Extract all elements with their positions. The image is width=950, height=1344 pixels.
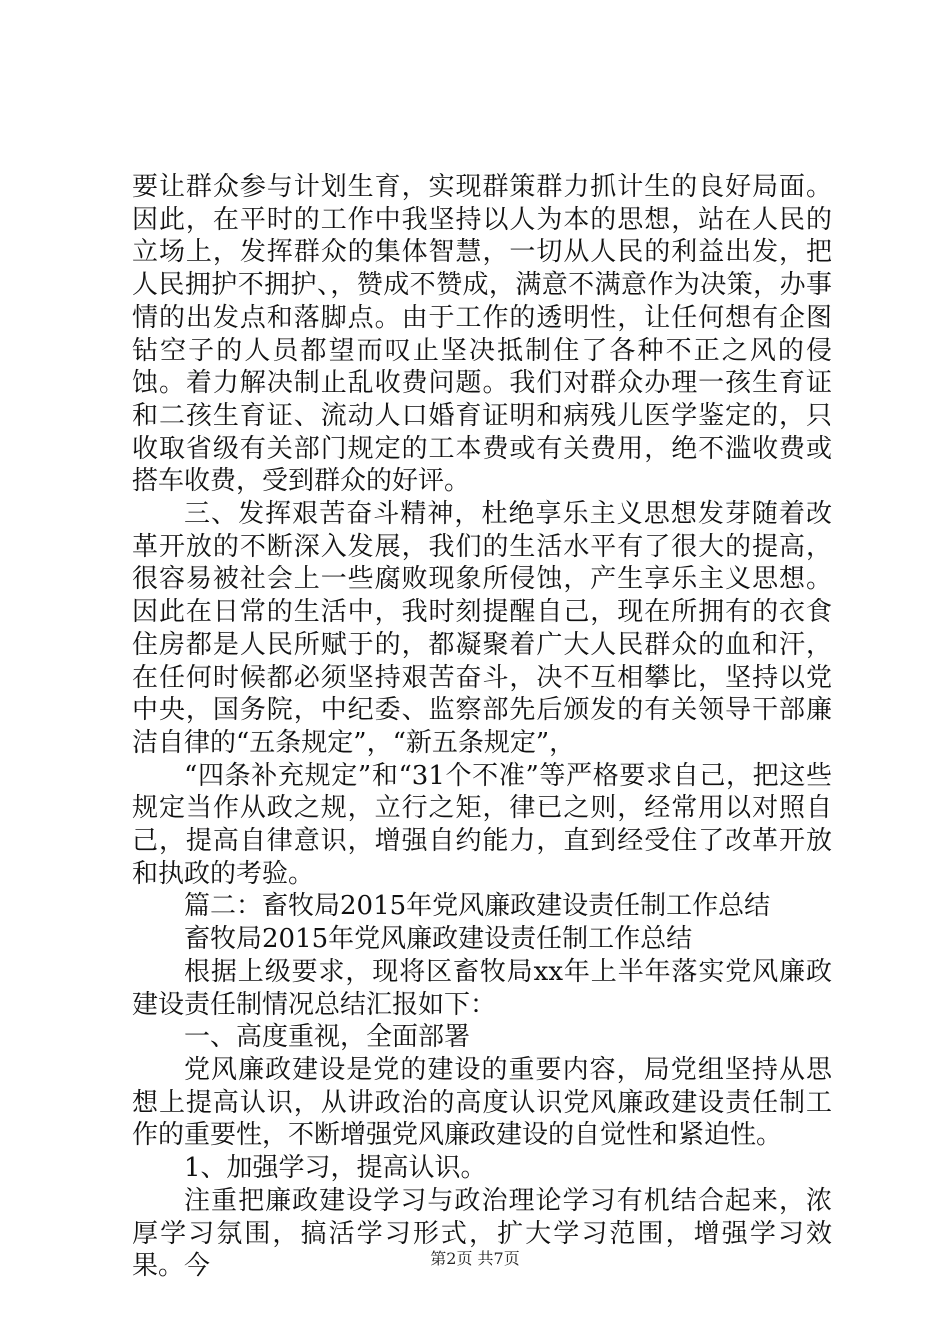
paragraph: 要让群众参与计划生育，实现群策群力抓计生的良好局面。因此，在平时的工作中我坚持以人为本的思想，站在人民的立场上，发挥群众的集体智慧，一切从人民的利益出发，把人民拥护不拥护、，赞成不赞成，满意不满意作为决策，办事情的出发点和落脚点。由于工作的透明性，让任何想有企图钻空子的人员都望而叹止坚决抵制住了各种不正之风的侵蚀。着力解决制止乱收费问题。我们对群众办理一孩生育证和二孩生育证、流动人口婚育证明和病残儿医学鉴定的，只收取省级有关部门规定的工本费或有关费用，绝不滥收费或搭车收费，受到群众的好评。 <box>132 172 832 497</box>
document-title: 畜牧局2015年党风廉政建设责任制工作总结 <box>184 924 693 955</box>
paragraph: 三、发挥艰苦奋斗精神，杜绝享乐主义思想发芽随着改革开放的不断深入发展，我们的生活水平有了很大的提高，很容易被社会上一些腐败现象所侵蚀，产生享乐主义思想。因此在日常的生活中，我时刻提醒自己，现在所拥有的衣食住房都是人民所赋于的，都凝聚着广大人民群众的血和汗，在任何时候都必须坚持艰苦奋斗，决不互相攀比，坚持以党中央，国务院，中纪委、监察部先后颁发的有关领导干部廉洁自律的“五条规定”，“新五条规定”， <box>132 499 832 758</box>
paragraph: “四条补充规定”和“31个不准”等严格要求自己，把这些规定当作从政之规，立行之矩，律已之则，经常用以对照自己，提高自律意识，增强自约能力，直到经受住了改革开放和执政的考验。 <box>132 760 832 889</box>
paragraph: 注重把廉政建设学习与政治理论学习有机结合起来，浓厚学习氛围，搞活学习形式，扩大学习范围，增强学习效果。今 <box>132 1185 832 1282</box>
document-body <box>132 171 832 1283</box>
section-heading: 一、高度重视，全面部署 <box>184 1022 471 1053</box>
section-heading: 篇二：畜牧局2015年党风廉政建设责任制工作总结 <box>184 891 771 922</box>
paragraph: 党风廉政建设是党的建设的重要内容，局党组坚持从思想上提高认识，从讲政治的高度认识党风廉政建设责任制工作的重要性，不断增强党风廉政建设的自觉性和紧迫性。 <box>132 1054 832 1151</box>
page-footer: 第2页 共7页 <box>430 1249 520 1268</box>
paragraph: 根据上级要求，现将区畜牧局xx年上半年落实党风廉政建设责任制情况总结汇报如下： <box>132 956 832 1020</box>
subsection-heading: 1、加强学习，提高认识。 <box>184 1153 487 1184</box>
